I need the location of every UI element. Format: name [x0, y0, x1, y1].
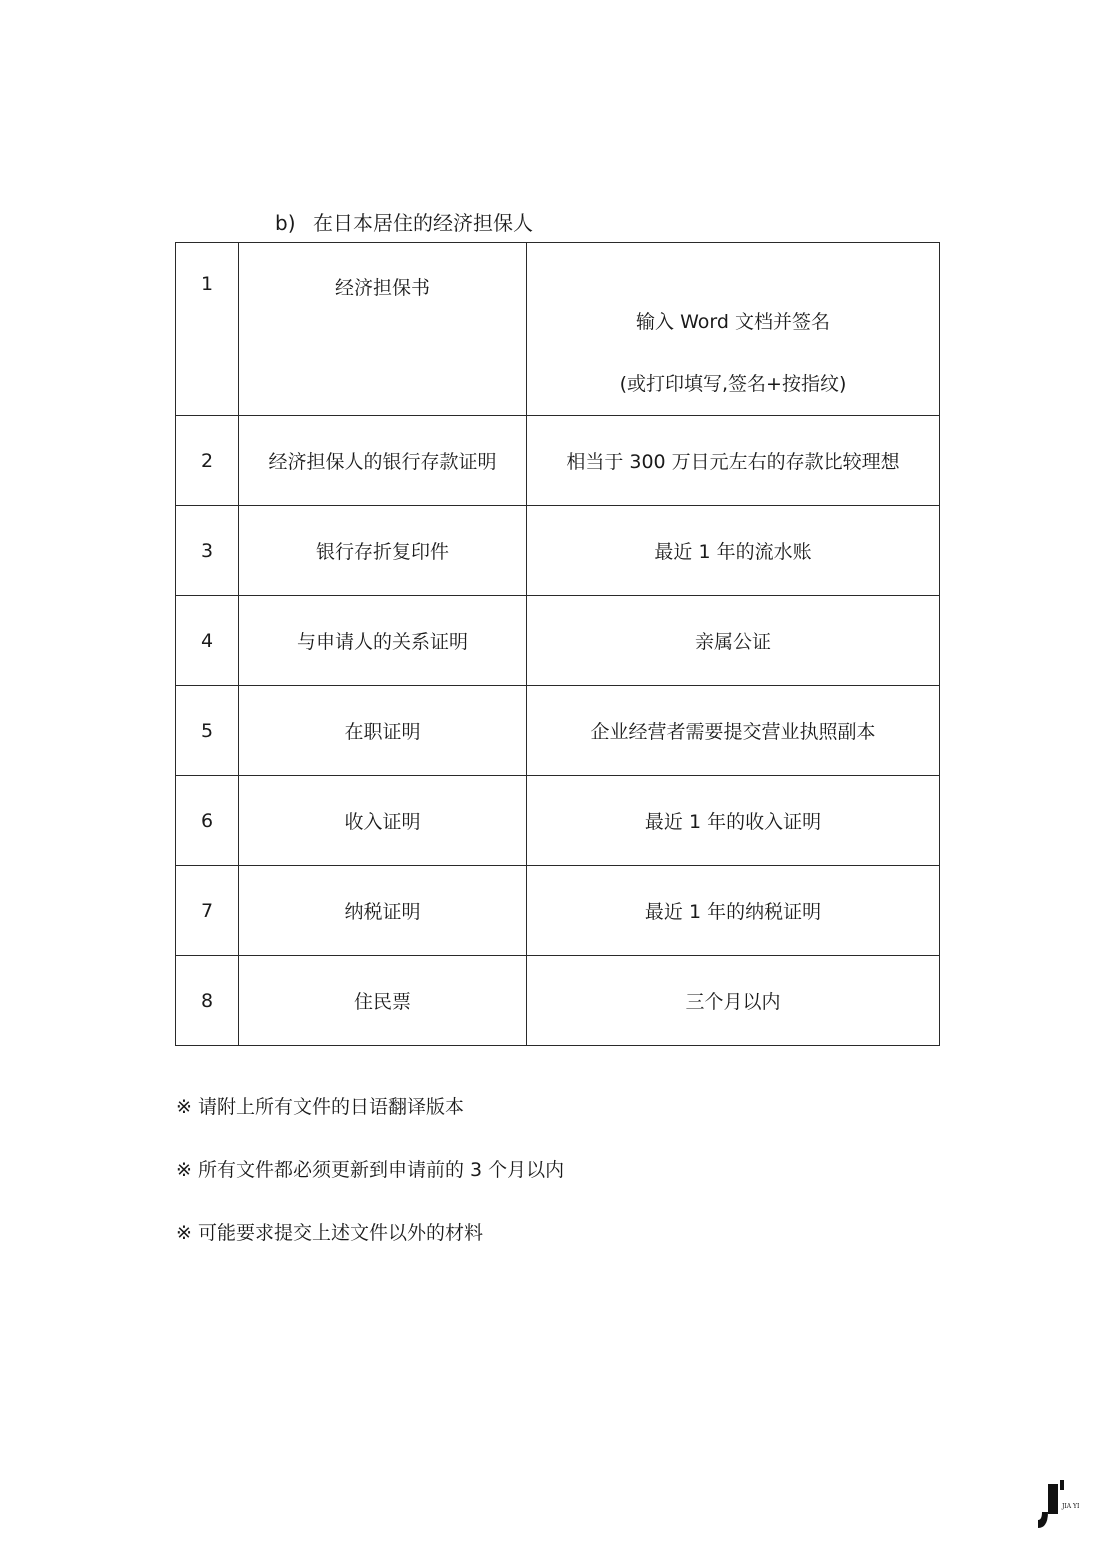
document-note: 最近 1 年的纳税证明 [527, 866, 940, 956]
document-name: 与申请人的关系证明 [239, 596, 527, 686]
logo-wordmark: JIA YI [1062, 1503, 1080, 1510]
table-row [176, 866, 940, 956]
document-note: 亲属公证 [527, 596, 940, 686]
requirements-table [175, 242, 940, 1046]
table-row [176, 243, 940, 416]
row-number: 7 [176, 866, 239, 956]
document-name: 银行存折复印件 [239, 506, 527, 596]
row-number: 1 [200, 273, 214, 295]
document-name: 经济担保人的银行存款证明 [239, 416, 527, 506]
section-title: 在日本居住的经济担保人 [313, 211, 533, 235]
jiayi-logo [1032, 1478, 1092, 1538]
note-additional: ※ 可能要求提交上述文件以外的材料 [176, 1222, 483, 1244]
table-row [176, 416, 940, 506]
row-number: 5 [176, 686, 239, 776]
document-name: 收入证明 [239, 776, 527, 866]
note-validity: ※ 所有文件都必须更新到申请前的 3 个月以内 [176, 1159, 565, 1181]
document-note-line: 输入 Word 文档并签名 [636, 311, 830, 333]
row-number: 2 [176, 416, 239, 506]
table-row [176, 596, 940, 686]
document-name: 住民票 [239, 956, 527, 1046]
document-note-line: (或打印填写,签名+按指纹) [619, 373, 847, 395]
document-note [527, 243, 939, 415]
document-note: 三个月以内 [527, 956, 940, 1046]
note-translation: ※ 请附上所有文件的日语翻译版本 [176, 1096, 464, 1118]
row-number: 8 [176, 956, 239, 1046]
document-note: 最近 1 年的收入证明 [527, 776, 940, 866]
document-note: 相当于 300 万日元左右的存款比较理想 [527, 416, 940, 506]
document-note: 企业经营者需要提交营业执照副本 [527, 686, 940, 776]
row-number: 3 [176, 506, 239, 596]
document-note: 最近 1 年的流水账 [527, 506, 940, 596]
table-row [176, 506, 940, 596]
section-heading [275, 208, 533, 238]
row-number: 6 [176, 776, 239, 866]
row-number: 4 [176, 596, 239, 686]
section-label: b) [275, 211, 296, 235]
document-name: 经济担保书 [334, 277, 430, 299]
table-row [176, 956, 940, 1046]
document-name: 在职证明 [239, 686, 527, 776]
notes-list [176, 1092, 564, 1281]
document-name: 纳税证明 [239, 866, 527, 956]
table-row [176, 686, 940, 776]
table-row [176, 776, 940, 866]
